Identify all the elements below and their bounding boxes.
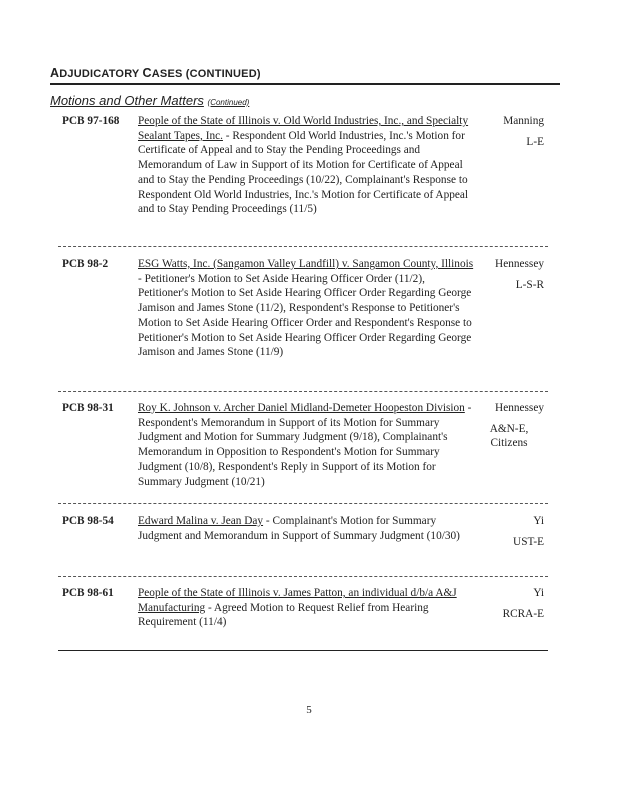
board-member: Manning [503,115,544,127]
board-member: Hennessey [495,402,544,414]
case-description [138,586,476,630]
case-detail: - Petitioner's Motion to Set Aside Hearing Officer Order (11/2), Petitioner's Motion to Set Aside Hearing Officer Order Regarding George Jamison and James Stone (11/2), Respondent's Response to Petitioner's Motion to Set Aside Hearing Officer Order and Respondent's Response to Petitioner's Motion to Set Aside Hearing Officer Order Regarding George Jamison and James Stone (11/9) [138,272,472,359]
row-divider [58,391,548,392]
closing-rule [58,650,548,651]
case-detail: - Respondent Old World Industries, Inc.'s Motion for Certificate of Appeal and to Stay the Pending Proceedings and Memorandum of Law in Support of its Motion for Certificate of Appeal and to Stay the Pending Proceedings (10/22), Complainant's Response to Respondent Old World Industries, Inc.'s Motion for Certificate of Appeal and to Stay Pending Proceedings (11/5) [138,129,469,216]
case-description [138,257,476,360]
case-detail: - Agreed Motion to Request Relief from Hearing Requirement (11/4) [138,601,429,629]
case-number: PCB 98-61 [62,587,114,599]
subsection-heading [50,93,550,108]
heading-initial: A [50,66,60,80]
case-type: L-S-R [515,278,544,291]
case-description [138,514,476,543]
case-type: UST-E [513,535,544,548]
case-number: PCB 98-31 [62,402,114,414]
case-assignment [503,114,544,149]
case-description [138,401,476,489]
case-number: PCB 98-54 [62,515,114,527]
section-heading [50,66,560,85]
row-divider [58,246,548,247]
board-member: Hennessey [495,258,544,270]
case-title[interactable]: People of the State of Illinois v. James Patton, an individual d/b/a A&J Manufacturing [138,587,457,614]
heading-initial-2: C [142,66,152,80]
case-type: RCRA-E [502,607,544,620]
case-description [138,114,476,217]
case-assignment [513,514,544,549]
case-title[interactable]: ESG Watts, Inc. (Sangamon Valley Landfill) v. Sangamon County, Illinois [138,258,474,270]
case-assignment [495,257,544,292]
case-assignment [503,586,544,621]
heading-word-2: ASES [151,68,186,80]
heading-cont-open: (C [185,68,198,80]
row-divider [58,503,548,504]
row-divider [58,576,548,577]
board-member: Yi [533,587,544,599]
case-assignment [474,401,544,451]
case-title[interactable]: Roy K. Johnson v. Archer Daniel Midland-Demeter Hoopeston Division [138,402,465,414]
case-type: A&N-E, Citizens [489,422,529,450]
case-type: L-E [526,135,544,148]
subsection-title: Motions and Other Matters [50,93,204,108]
case-detail: - Complainant's Motion for Summary Judgment and Memorandum in Support of Summary Judgment (10/30) [138,515,460,542]
case-number: PCB 98-2 [62,258,109,270]
case-title[interactable]: People of the State of Illinois v. Old World Industries, Inc., and Specialty Sealant Tapes, Inc. [138,115,469,142]
heading-word-1: DJUDICATORY [59,68,143,80]
subsection-note: (Continued) [207,98,250,107]
case-detail: - Respondent's Memorandum in Support of its Motion for Summary Judgment and Motion for Summary Judgment (9/18), Complainant's Memorandum in Opposition to Respondent's Motion for Summary Judgment (10/8), Respondent's Reply in Support of its Motion for Summary Judgment (10/21) [138,402,472,488]
page-number: 5 [306,704,312,716]
heading-cont-rest: ONTINUED) [197,68,261,80]
case-title[interactable]: Edward Malina v. Jean Day [138,515,264,527]
case-number: PCB 97-168 [62,115,120,127]
board-member: Yi [533,515,544,527]
